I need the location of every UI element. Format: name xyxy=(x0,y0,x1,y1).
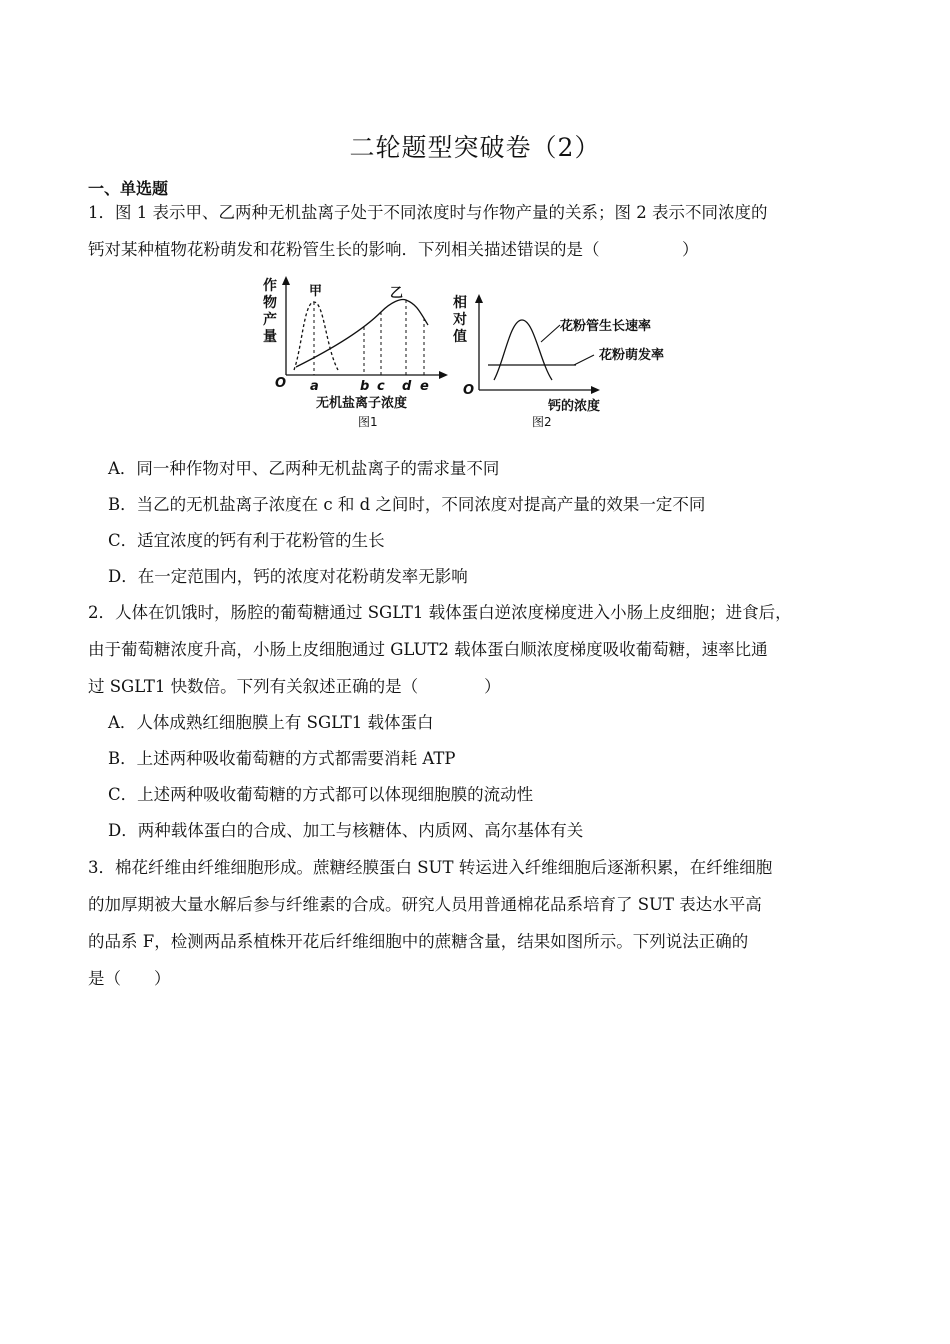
q2-option-a: A．人体成熟红细胞膜上有 SGLT1 载体蛋白 xyxy=(108,713,434,732)
tick-b: b xyxy=(360,379,370,394)
q1-option-b: B．当乙的无机盐离子浓度在 c 和 d 之间时，不同浓度对提高产量的效果一定不同 xyxy=(108,495,706,514)
fig2-ylabel-2: 对 xyxy=(453,312,467,328)
fig1-caption: 图1 xyxy=(358,415,378,429)
fig1-ylabel-4: 量 xyxy=(263,329,277,345)
page-title: 二轮题型突破卷（2） xyxy=(349,133,601,162)
tick-e: e xyxy=(420,379,429,394)
q1-option-d: D．在一定范围内，钙的浓度对花粉萌发率无影响 xyxy=(108,567,468,586)
fig1-y-arrow xyxy=(282,276,290,285)
leader-line-1 xyxy=(541,325,560,342)
fig1-ylabel-2: 物 xyxy=(263,295,277,311)
figure-2 xyxy=(475,294,600,394)
figure-1 xyxy=(282,276,448,379)
curve-yi-label: 乙 xyxy=(390,286,404,301)
fig2-y-arrow xyxy=(475,294,483,303)
fig1-x-arrow xyxy=(439,371,448,379)
curve-pollen-tube-label: 花粉管生长速率 xyxy=(560,319,652,334)
q1-option-c: C．适宜浓度的钙有利于花粉管的生长 xyxy=(108,531,385,550)
fig2-x-arrow xyxy=(591,386,600,394)
q2-stem-line-2: 由于葡萄糖浓度升高，小肠上皮细胞通过 GLUT2 载体蛋白顺浓度梯度吸收葡萄糖，速率比通 xyxy=(88,640,768,659)
q2-option-b: B．上述两种吸收葡萄糖的方式都需要消耗 ATP xyxy=(108,749,456,768)
tick-d: d xyxy=(402,379,412,394)
q1-figure xyxy=(256,270,706,440)
fig1-origin: O xyxy=(275,376,287,391)
q2-stem-line-3: 过 SGLT1 快数倍。下列有关叙述正确的是（ ） xyxy=(88,677,501,696)
fig2-ylabel-3: 值 xyxy=(453,329,467,345)
curve-yi xyxy=(296,300,428,368)
q2-stem-line-1: 2．人体在饥饿时，肠腔的葡萄糖通过 SGLT1 载体蛋白逆浓度梯度进入小肠上皮细胞；进食后， xyxy=(88,603,792,622)
fig2-origin: O xyxy=(463,383,475,398)
curve-germination-label: 花粉萌发率 xyxy=(599,348,665,363)
fig2-caption: 图2 xyxy=(532,415,552,429)
curve-jia xyxy=(294,302,338,370)
q1-stem-line-2: 钙对某种植物花粉萌发和花粉管生长的影响．下列相关描述错误的是（ ） xyxy=(88,240,699,259)
leader-line-2 xyxy=(574,355,594,365)
fig1-xlabel: 无机盐离子浓度 xyxy=(316,396,408,411)
q3-stem-line-2: 的加厚期被大量水解后参与纤维素的合成。研究人员用普通棉花品系培育了 SUT 表达水平高 xyxy=(88,895,762,914)
section-heading: 一、单选题 xyxy=(88,179,169,198)
q1-option-a: A．同一种作物对甲、乙两种无机盐离子的需求量不同 xyxy=(108,459,500,478)
fig1-ylabel-3: 产 xyxy=(263,312,277,328)
q3-stem-line-4: 是（ ） xyxy=(88,969,171,988)
q2-option-d: D．两种载体蛋白的合成、加工与核糖体、内质网、高尔基体有关 xyxy=(108,821,584,840)
fig2-xlabel: 钙的浓度 xyxy=(548,399,601,414)
curve-pollen-tube-growth xyxy=(494,320,552,380)
fig2-ylabel-1: 相 xyxy=(453,295,467,311)
tick-a: a xyxy=(310,379,319,394)
q2-option-c: C．上述两种吸收葡萄糖的方式都可以体现细胞膜的流动性 xyxy=(108,785,534,804)
q3-stem-line-3: 的品系 F，检测两品系植株开花后纤维细胞中的蔗糖含量，结果如图所示。下列说法正确的 xyxy=(88,932,749,951)
q3-stem-line-1: 3．棉花纤维由纤维细胞形成。蔗糖经膜蛋白 SUT 转运进入纤维细胞后逐渐积累，在纤维细胞 xyxy=(88,858,773,877)
curve-jia-label: 甲 xyxy=(309,284,323,299)
q1-stem-line-1: 1．图 1 表示甲、乙两种无机盐离子处于不同浓度时与作物产量的关系；图 2 表示不同浓度的 xyxy=(88,203,768,222)
fig1-ylabel-1: 作 xyxy=(263,278,277,294)
tick-c: c xyxy=(377,379,385,394)
